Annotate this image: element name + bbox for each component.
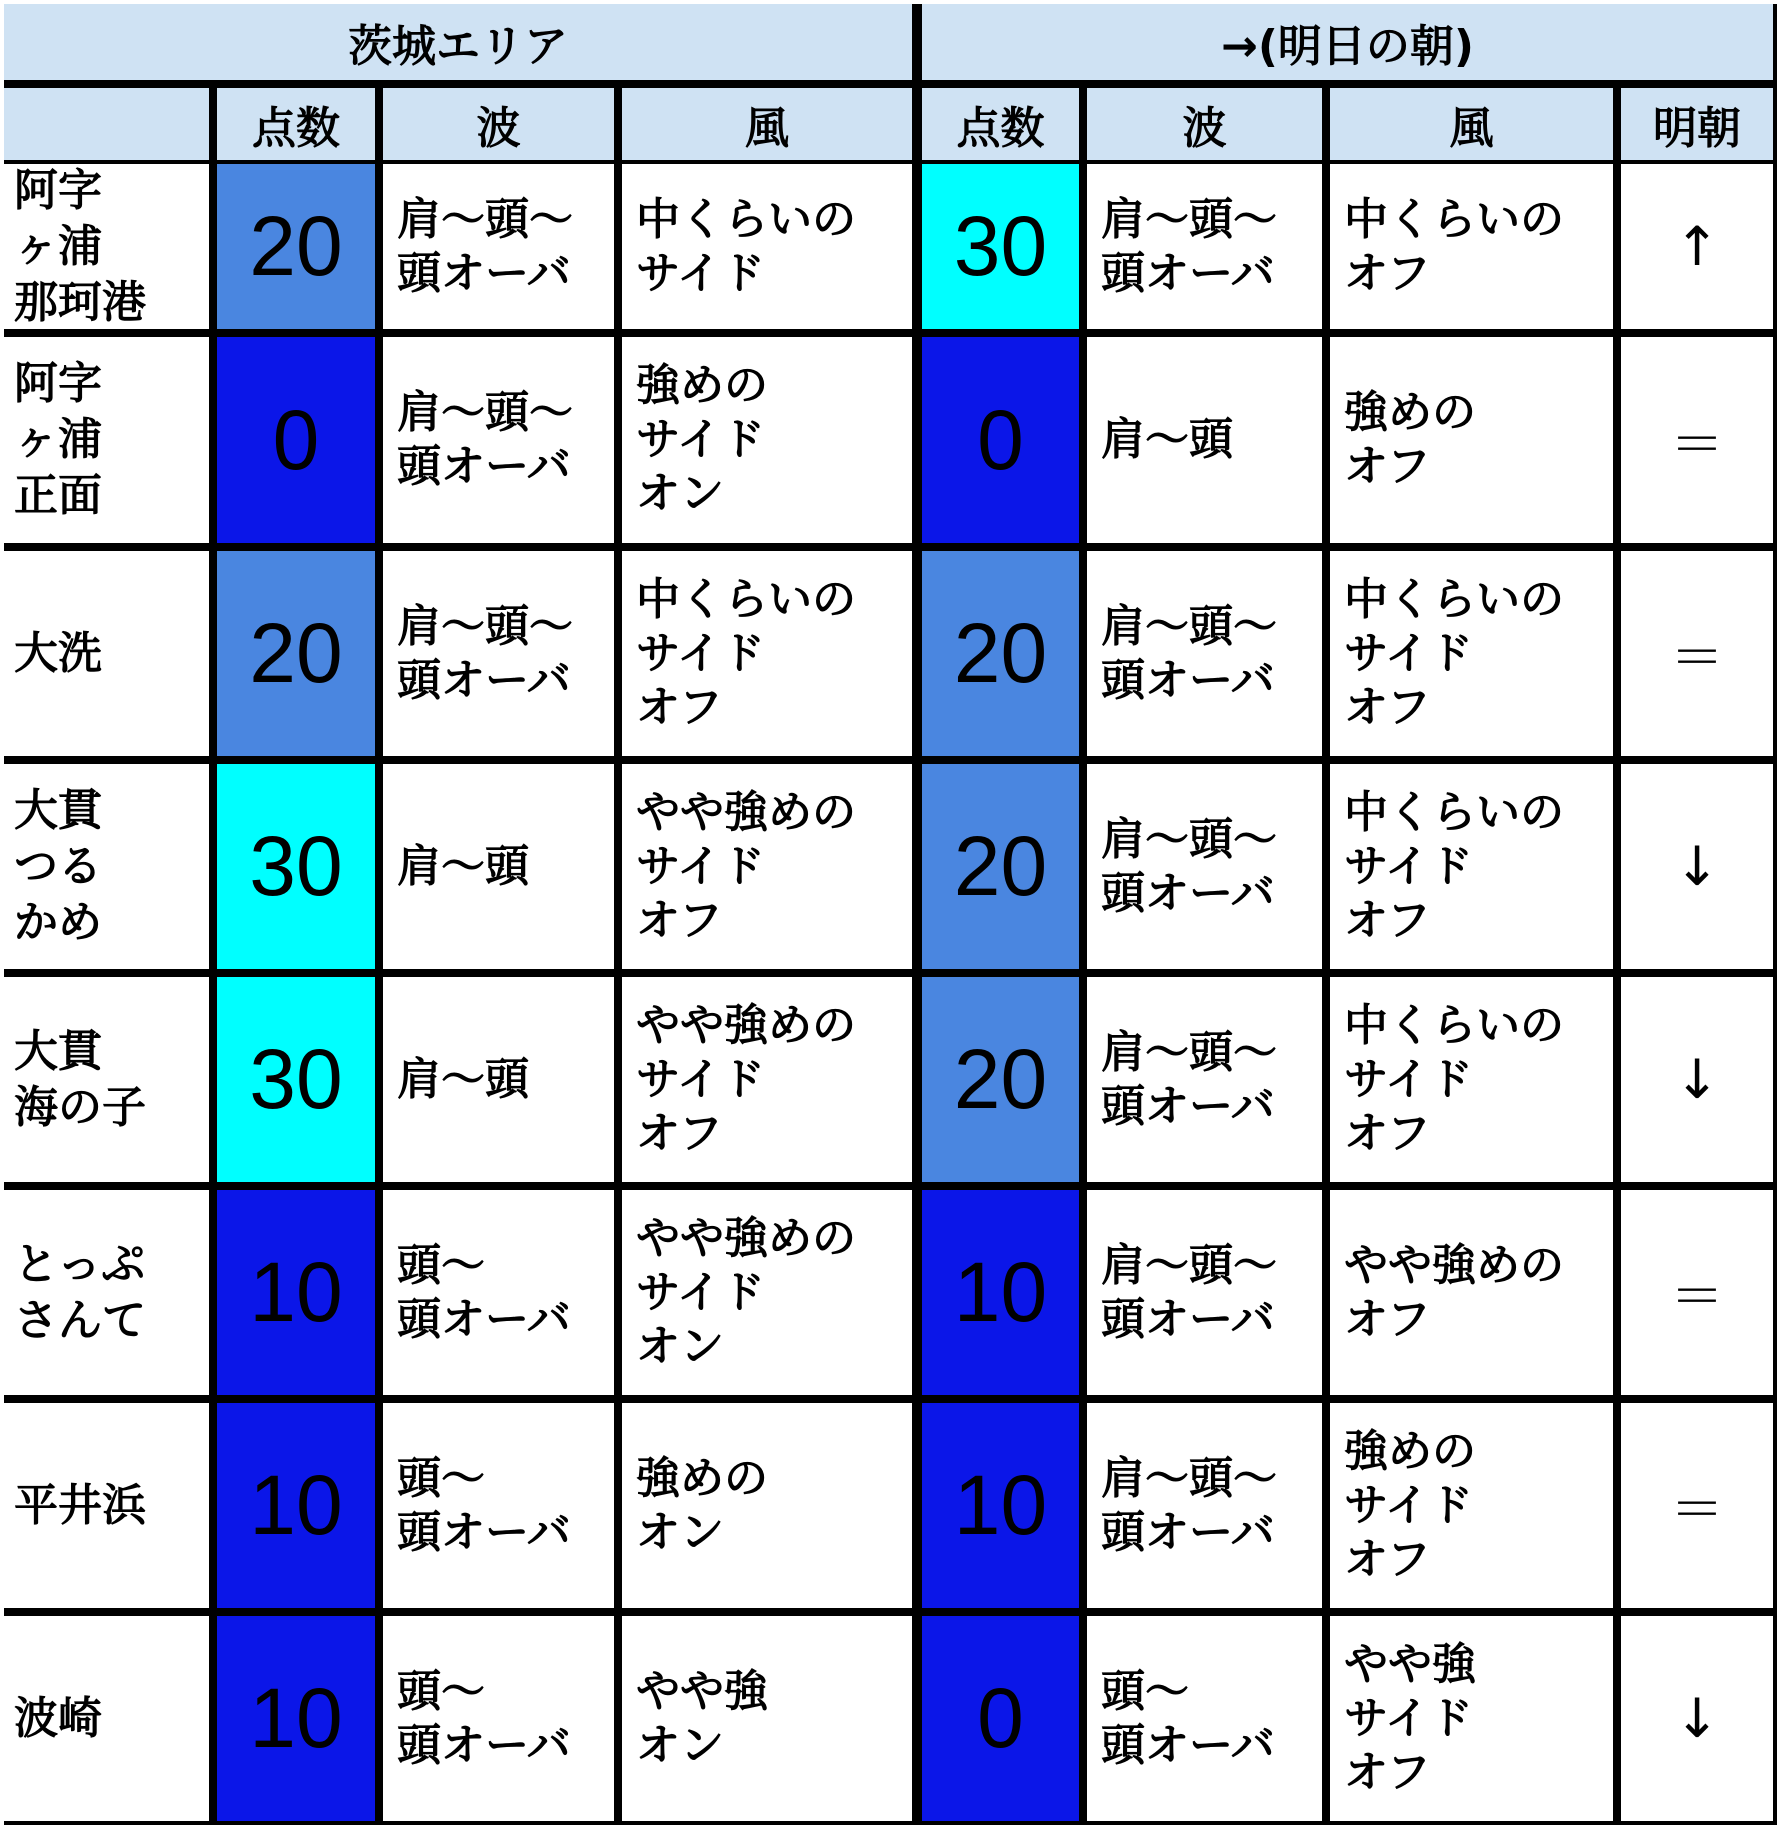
tomorrow-wave-column-header: 波 bbox=[1087, 88, 1322, 160]
score-cell: 20 bbox=[217, 164, 375, 329]
wave-cell: 肩～頭～ 頭オーバ bbox=[383, 337, 614, 543]
tomorrow-wave-cell: 肩～頭～ 頭オーバ bbox=[1087, 1190, 1322, 1395]
tomorrow-score-cell: 0 bbox=[922, 1616, 1079, 1821]
tomorrow-wind-cell: 強めの サイド オフ bbox=[1330, 1403, 1613, 1608]
tomorrow-score-cell: 20 bbox=[922, 764, 1079, 969]
score-cell: 0 bbox=[217, 337, 375, 543]
score-cell: 20 bbox=[217, 551, 375, 756]
tomorrow-score-cell: 20 bbox=[922, 551, 1079, 756]
tomorrow-score-cell: 20 bbox=[922, 977, 1079, 1182]
tomorrow-wind-column-header: 風 bbox=[1330, 88, 1613, 160]
surf-forecast-table bbox=[4, 4, 1777, 1825]
wind-column-header: 風 bbox=[622, 88, 912, 160]
morning-trend-cell: ↓ bbox=[1621, 977, 1773, 1182]
wind-cell: 強めの オン bbox=[622, 1403, 912, 1608]
tomorrow-wave-cell: 肩～頭～ 頭オーバ bbox=[1087, 977, 1322, 1182]
tomorrow-score-cell: 30 bbox=[922, 164, 1079, 329]
tomorrow-score-cell: 0 bbox=[922, 337, 1079, 543]
tomorrow-wave-cell: 肩～頭～ 頭オーバ bbox=[1087, 551, 1322, 756]
morning-trend-cell: ↓ bbox=[1621, 764, 1773, 969]
location-label: 大貫 海の子 bbox=[4, 977, 209, 1182]
score-column-header: 点数 bbox=[217, 88, 375, 160]
location-label: 阿字 ヶ浦 正面 bbox=[4, 337, 209, 543]
tomorrow-header: →(明日の朝) bbox=[922, 4, 1773, 80]
wave-cell: 肩～頭 bbox=[383, 764, 614, 969]
tomorrow-score-column-header: 点数 bbox=[922, 88, 1079, 160]
wind-cell: 強めの サイド オン bbox=[622, 337, 912, 543]
tomorrow-wind-cell: 中くらいの サイド オフ bbox=[1330, 551, 1613, 756]
tomorrow-wave-cell: 肩～頭～ 頭オーバ bbox=[1087, 764, 1322, 969]
score-cell: 30 bbox=[217, 977, 375, 1182]
tomorrow-wave-cell: 肩～頭～ 頭オーバ bbox=[1087, 164, 1322, 329]
morning-trend-cell: ＝ bbox=[1621, 337, 1773, 543]
wind-cell: 中くらいの サイド オフ bbox=[622, 551, 912, 756]
morning-trend-column-header: 明朝 bbox=[1621, 88, 1773, 160]
location-label: 大貫 つる かめ bbox=[4, 764, 209, 969]
morning-trend-cell: ↓ bbox=[1621, 1616, 1773, 1821]
location-label: 平井浜 bbox=[4, 1403, 209, 1608]
score-cell: 10 bbox=[217, 1403, 375, 1608]
wind-cell: やや強めの サイド オフ bbox=[622, 977, 912, 1182]
tomorrow-wave-cell: 肩～頭～ 頭オーバ bbox=[1087, 1403, 1322, 1608]
tomorrow-wind-cell: 中くらいの オフ bbox=[1330, 164, 1613, 329]
wave-column-header: 波 bbox=[383, 88, 614, 160]
wave-cell: 頭～ 頭オーバ bbox=[383, 1190, 614, 1395]
tomorrow-score-cell: 10 bbox=[922, 1403, 1079, 1608]
wind-cell: やや強 オン bbox=[622, 1616, 912, 1821]
wave-cell: 頭～ 頭オーバ bbox=[383, 1616, 614, 1821]
tomorrow-wind-cell: 強めの オフ bbox=[1330, 337, 1613, 543]
area-header: 茨城エリア bbox=[4, 4, 912, 80]
wind-cell: やや強めの サイド オン bbox=[622, 1190, 912, 1395]
wave-cell: 頭～ 頭オーバ bbox=[383, 1403, 614, 1608]
location-label: 阿字 ヶ浦 那珂港 bbox=[4, 164, 209, 329]
tomorrow-wave-cell: 頭～ 頭オーバ bbox=[1087, 1616, 1322, 1821]
tomorrow-wind-cell: やや強 サイド オフ bbox=[1330, 1616, 1613, 1821]
wave-cell: 肩～頭～ 頭オーバ bbox=[383, 164, 614, 329]
score-cell: 10 bbox=[217, 1616, 375, 1821]
score-cell: 10 bbox=[217, 1190, 375, 1395]
wind-cell: やや強めの サイド オフ bbox=[622, 764, 912, 969]
tomorrow-wind-cell: 中くらいの サイド オフ bbox=[1330, 977, 1613, 1182]
tomorrow-wind-cell: やや強めの オフ bbox=[1330, 1190, 1613, 1395]
tomorrow-wind-cell: 中くらいの サイド オフ bbox=[1330, 764, 1613, 969]
location-column-header bbox=[4, 88, 209, 160]
location-label: 大洗 bbox=[4, 551, 209, 756]
morning-trend-cell: ＝ bbox=[1621, 551, 1773, 756]
location-label: とっぷ さんて bbox=[4, 1190, 209, 1395]
morning-trend-cell: ↑ bbox=[1621, 164, 1773, 329]
wind-cell: 中くらいの サイド bbox=[622, 164, 912, 329]
morning-trend-cell: ＝ bbox=[1621, 1190, 1773, 1395]
wave-cell: 肩～頭 bbox=[383, 977, 614, 1182]
score-cell: 30 bbox=[217, 764, 375, 969]
wave-cell: 肩～頭～ 頭オーバ bbox=[383, 551, 614, 756]
location-label: 波崎 bbox=[4, 1616, 209, 1821]
tomorrow-wave-cell: 肩～頭 bbox=[1087, 337, 1322, 543]
tomorrow-score-cell: 10 bbox=[922, 1190, 1079, 1395]
morning-trend-cell: ＝ bbox=[1621, 1403, 1773, 1608]
